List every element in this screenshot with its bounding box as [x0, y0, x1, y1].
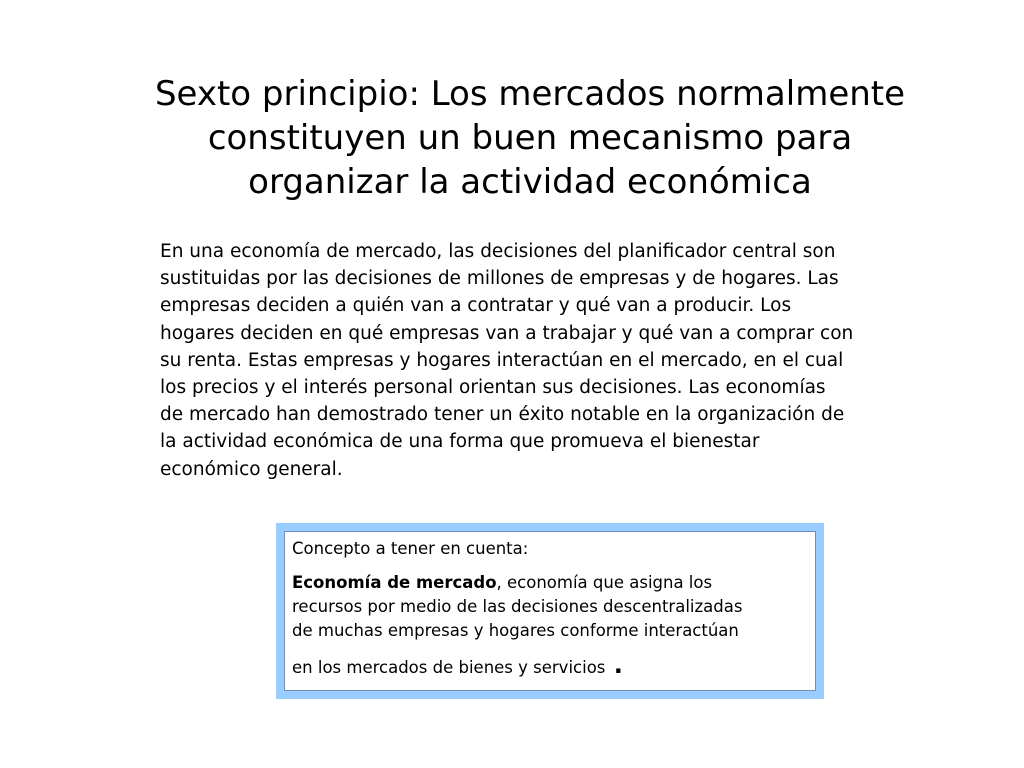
slide-title [100, 72, 960, 204]
title-line: organizar la actividad económica [248, 162, 812, 202]
definition-line [292, 571, 812, 595]
concept-term: Economía de mercado [292, 573, 497, 592]
definition-line: de muchas empresas y hogares conforme interactúan [292, 621, 739, 640]
definition-text: en los mercados de bienes y servicios [292, 658, 606, 677]
definition-line [292, 653, 812, 680]
body-paragraph [160, 238, 950, 483]
definition-line: recursos por medio de las decisiones descentralizadas [292, 597, 743, 616]
body-line: los precios y el interés personal orientan sus decisiones. Las economías [160, 377, 826, 399]
body-line: su renta. Estas empresas y hogares interactúan en el mercado, en el cual [160, 349, 844, 371]
body-line: En una economía de mercado, las decisiones del planificador central son [160, 241, 836, 262]
body-line: empresas deciden a quién van a contratar y qué van a producir. Los [160, 295, 792, 317]
body-line: de mercado han demostrado tener un éxito notable en la organización de [160, 404, 845, 426]
title-line: Sexto principio: Los mercados normalmente [154, 74, 906, 114]
definition-text: , economía que asigna los [496, 573, 713, 592]
concept-label: Concepto a tener en cuenta: [292, 539, 529, 558]
title-line: constituyen un buen mecanismo para [207, 118, 853, 158]
body-line: la actividad económica de una forma que promueva el bienestar [160, 431, 760, 453]
definition-period: . [605, 651, 623, 679]
body-line: hogares deciden en qué empresas van a trabajar y qué van a comprar con [160, 322, 854, 344]
body-line: sustituidas por las decisiones de millones de empresas y de hogares. Las [160, 268, 839, 290]
body-line: económico general. [160, 458, 343, 480]
concept-box [292, 537, 812, 680]
